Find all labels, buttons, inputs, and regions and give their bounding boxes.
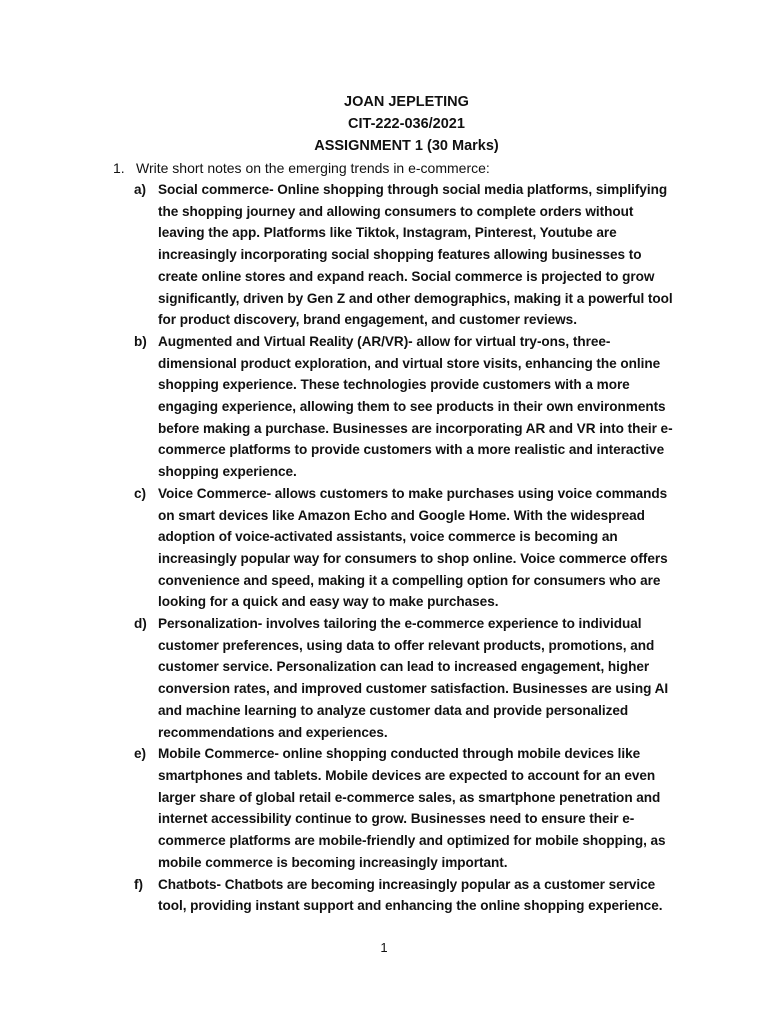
list-item xyxy=(134,483,678,613)
list-item-label: b) xyxy=(134,333,147,349)
list-item xyxy=(134,179,678,331)
list-item-label: f) xyxy=(134,876,144,892)
list-item-text: Voice Commerce- allows customers to make purchases using voice commands on smart devices like Amazon Echo and Google Home. With the widespread adoption of voice-activated assistants, voice commerce is becoming an increasingly popular way for consumers to shop online. Voice commerce offers convenience and speed, making it a compelling option for consumers who are looking for a quick and easy way to make purchases. xyxy=(158,485,668,610)
list-item-text: Augmented and Virtual Reality (AR/VR)- allow for virtual try-ons, three-dimensional product exploration, and virtual store visits, enhancing the online shopping experience. These technologies provide customers with a more engaging experience, allowing them to see products in their own environments before making a purchase. Businesses are incorporating AR and VR into their e-commerce platforms to provide customers with a more realistic and interactive shopping experience. xyxy=(158,333,673,480)
page-number: 1 xyxy=(380,940,388,955)
list-item-label: a) xyxy=(134,182,147,197)
list-item xyxy=(134,743,678,873)
list-item-text: Social commerce- Online shopping through social media platforms, simplifying the shopping journey and allowing consumers to complete orders without leaving the app. Platforms like Tiktok, Instagram, Pinterest, Youtube are increasingly incorporating social shopping features allowing businesses to create online stores and expand reach. Social commerce is projected to grow significantly, driven by Gen Z and other demographics, making it a powerful tool for product discovery, brand engagement, and customer reviews. xyxy=(158,182,673,328)
list-item xyxy=(134,331,678,483)
list-item-text: Mobile Commerce- online shopping conducted through mobile devices like smartphones and tablets. Mobile devices are expected to account for an even larger share of global retail e-commerce sales, as smartphone penetration and internet accessibility continue to grow. Businesses need to ensure their e-commerce platforms are mobile-friendly and optimized for mobile shopping, as mobile commerce is becoming increasingly important. xyxy=(158,746,666,870)
list-item-text: Personalization- involves tailoring the e-commerce experience to individual customer preferences, using data to offer relevant products, promotions, and customer service. Personalization can lead to increased engagement, higher conversion rates, and improved customer satisfaction. Businesses are using AI and machine learning to analyze customer data and provide personalized recommendations and experiences. xyxy=(158,616,669,740)
list-item-label: e) xyxy=(134,746,147,762)
document-header xyxy=(0,91,768,157)
list-item xyxy=(134,613,678,743)
registration-number: CIT-222-036/2021 xyxy=(348,116,465,132)
answer-list xyxy=(134,179,678,917)
question-text: Write short notes on the emerging trends in e-commerce: xyxy=(136,160,490,176)
list-item-text: Chatbots- Chatbots are becoming increasingly popular as a customer service tool, providing instant support and enhancing the online shopping experience. xyxy=(158,876,663,914)
list-item-label: c) xyxy=(134,485,147,501)
list-item xyxy=(134,874,678,917)
question-number: 1. xyxy=(113,160,125,176)
list-item-label: d) xyxy=(134,616,147,632)
assignment-title: ASSIGNMENT 1 (30 Marks) xyxy=(314,138,499,154)
student-name: JOAN JEPLETING xyxy=(344,94,469,110)
